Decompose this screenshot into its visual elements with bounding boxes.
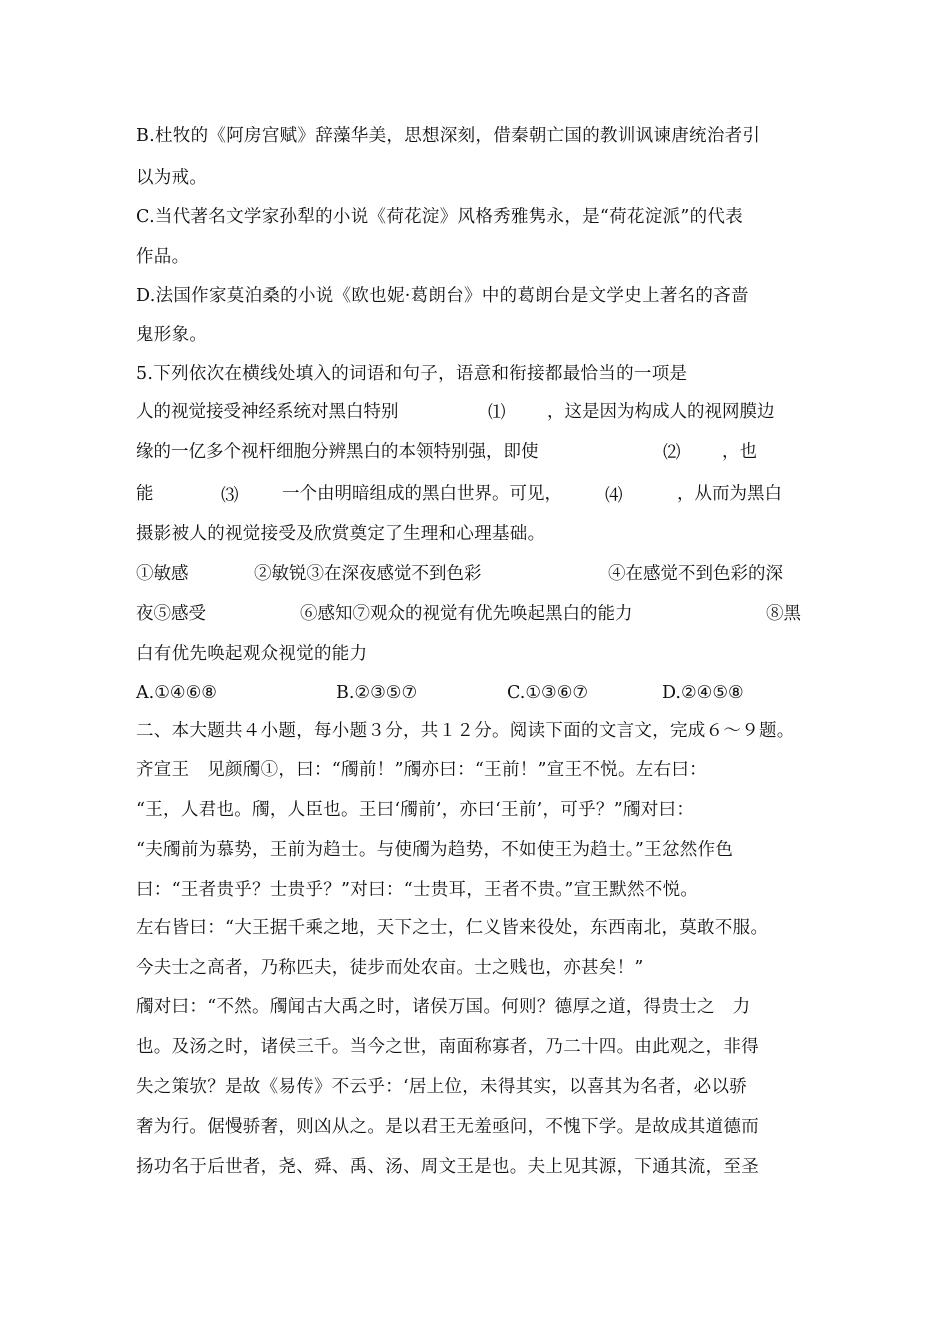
passage-line: 曰：“王者贵乎？士贵乎？”对曰：“士贵耳，王者不贵。”宣王默然不悦。	[136, 880, 699, 900]
q4-option-b-line2: 以为戒。	[136, 168, 208, 188]
q5-blank-2: ⑵	[663, 443, 681, 463]
passage-line: 斶对曰：“不然。斶闻古大禹之时，诸侯万国。何则？德厚之道，得贵士之 力	[136, 997, 751, 1017]
passage-line: “夫斶前为慕势，王前为趋士。与使斶为趋势，不如使王为趋士。”王忿然作色	[136, 840, 734, 860]
q5-passage-line2-b: ，也	[722, 442, 757, 462]
q5-passage-line2-a: 缘的一亿多个视杆细胞分辨黑白的本领特别强，即使	[136, 442, 539, 462]
passage-line: 左右皆曰：“大王据千乘之地，天下之士，仁义皆来役处，东西南北，莫敢不服。	[136, 918, 769, 938]
q5-passage-line3-c: ，从而为黑白	[677, 484, 782, 504]
q5-items-line1-a: ①敏感	[136, 564, 189, 584]
q5-blank-3: ⑶	[221, 486, 239, 506]
q5-blank-4: ⑷	[605, 486, 623, 506]
q5-answer-b: B.②③⑤⑦	[336, 683, 418, 703]
section-2-heading: 二、本大题共４小题，每小题３分，共１２分。阅读下面的文言文，完成６～９题。	[136, 721, 795, 741]
q5-passage-line1-b: ，这是因为构成人的视网膜边	[547, 402, 775, 422]
q5-items-line1-c: ④在感觉不到色彩的深	[608, 564, 783, 584]
q5-items-line1-b: ②敏锐③在深夜感觉不到色彩	[254, 564, 482, 584]
q5-items-line2-c: ⑧黑	[766, 604, 801, 624]
passage-line: 失之策欤？是故《易传》不云乎：‘居上位，未得其实，以喜其为名者，必以骄	[136, 1077, 748, 1097]
passage-line: 也。及汤之时，诸侯三千。当今之世，南面称寡者，乃二十四。由此观之，非得	[136, 1037, 759, 1057]
q5-passage-line3-a: 能	[136, 484, 154, 504]
passage-line: 奢为行。倨慢骄奢，则凶从之。是以君王无羞亟问，不愧下学。是故成其道德而	[136, 1117, 759, 1137]
q5-answer-a: A.①④⑥⑧	[136, 683, 217, 703]
q5-answer-d: D.②④⑤⑧	[662, 683, 744, 703]
q5-passage-line3-b: 一个由明暗组成的黑白世界。可见，	[282, 484, 562, 504]
q5-items-line2-a: 夜⑤感受	[136, 604, 206, 624]
q5-items-line2-b: ⑥感知⑦观众的视觉有优先唤起黑白的能力	[300, 604, 633, 624]
q4-option-d-line2: 鬼形象。	[136, 325, 208, 345]
q5-items-line3: 白有优先唤起观众视觉的能力	[136, 644, 368, 664]
passage-line: 今夫士之高者，乃称匹夫，徒步而处农亩。士之贱也，亦甚矣！”	[136, 958, 644, 978]
q4-option-c-line2: 作品。	[136, 247, 190, 267]
q5-answer-c: C.①③⑥⑦	[507, 683, 589, 703]
q5-passage-line4: 摄影被人的视觉接受及欣赏奠定了生理和心理基础。	[136, 524, 546, 544]
passage-line: 扬功名于后世者，尧、舜、禹、汤、周文王是也。夫上见其源，下通其流，至圣	[136, 1157, 759, 1177]
q4-option-c-line1: C.当代著名文学家孙犁的小说《荷花淀》风格秀雅隽永，是“荷花淀派”的代表	[136, 207, 744, 227]
q4-option-b-line1: B.杜牧的《阿房宫赋》辞藻华美，思想深刻，借秦朝亡国的教训讽谏唐统治者引	[136, 126, 761, 146]
q4-option-d-line1: D.法国作家莫泊桑的小说《欧也妮·葛朗台》中的葛朗台是文学史上著名的吝啬	[136, 286, 749, 306]
passage-line: 齐宣王 见颜斶①，曰：“斶前！”斶亦曰：“王前！”宣王不悦。左右曰：	[136, 760, 707, 780]
q5-blank-1: ⑴	[488, 403, 506, 423]
q5-passage-line1-a: 人的视觉接受神经系统对黑白特别	[136, 402, 399, 422]
passage-line: “王，人君也。斶，人臣也。王曰‘斶前’，亦曰‘王前’，可乎？”斶对曰：	[136, 800, 695, 820]
q5-stem: 5.下列依次在横线处填入的词语和句子，语意和衔接都最恰当的一项是	[136, 364, 688, 384]
